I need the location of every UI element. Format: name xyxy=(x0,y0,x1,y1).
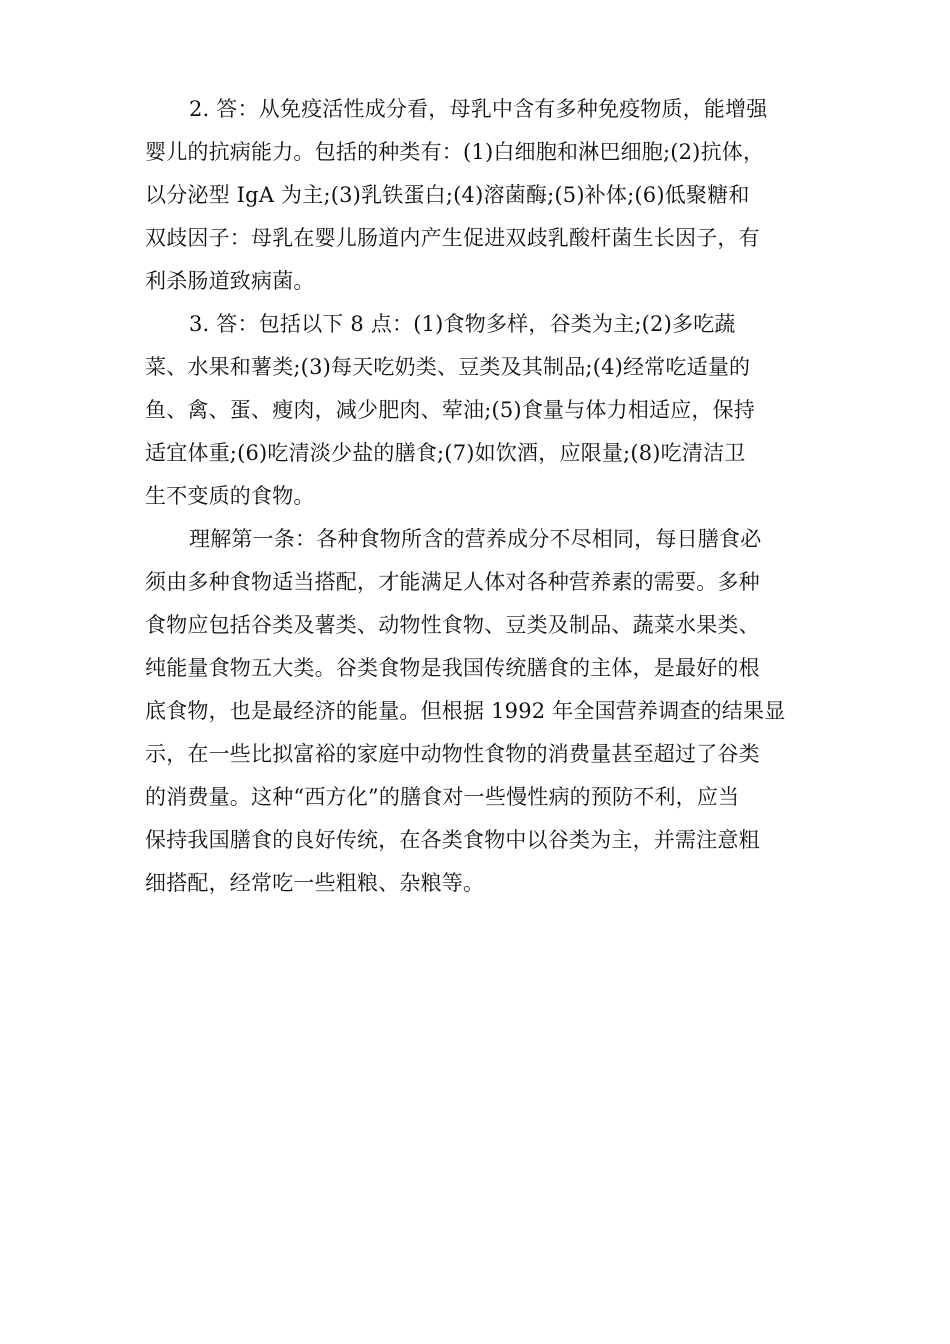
text-line: 纯能量食物五大类。谷类食物是我国传统膳食的主体，是最好的根 xyxy=(145,656,760,680)
text-line: 2. 答：从免疫活性成分看，母乳中含有多种免疫物质，能增强 xyxy=(189,97,768,121)
paragraph-answer-2 xyxy=(145,88,807,303)
text-line: 保持我国膳食的良好传统，在各类食物中以谷类为主，并需注意粗 xyxy=(145,828,760,852)
text-line: 双歧因子：母乳在婴儿肠道内产生促进双歧乳酸杆菌生长因子，有 xyxy=(145,226,760,250)
text-line: 鱼、禽、蛋、瘦肉，减少肥肉、荤油;(5)食量与体力相适应，保持 xyxy=(145,398,756,422)
text-line: 食物应包括谷类及薯类、动物性食物、豆类及制品、蔬菜水果类、 xyxy=(145,613,760,637)
paragraph-understanding-1 xyxy=(145,518,807,905)
text-line: 示，在一些比拟富裕的家庭中动物性食物的消费量甚至超过了谷类 xyxy=(145,742,760,766)
text-line: 利杀肠道致病菌。 xyxy=(145,269,315,293)
text-line: 婴儿的抗病能力。包括的种类有：(1)白细胞和淋巴细胞;(2)抗体， xyxy=(145,140,765,164)
text-line: 须由多种食物适当搭配，才能满足人体对各种营养素的需要。多种 xyxy=(145,570,760,594)
text-line: 3. 答：包括以下 8 点：(1)食物多样，谷类为主;(2)多吃蔬 xyxy=(189,312,736,336)
text-line: 的消费量。这种“西方化”的膳食对一些慢性病的预防不利，应当 xyxy=(145,785,740,809)
text-line: 菜、水果和薯类;(3)每天吃奶类、豆类及其制品;(4)经常吃适量的 xyxy=(145,355,751,379)
document-page xyxy=(145,88,807,905)
text-line: 生不变质的食物。 xyxy=(145,484,315,508)
text-line: 底食物，也是最经济的能量。但根据 1992 年全国营养调查的结果显 xyxy=(145,699,786,723)
text-line: 理解第一条：各种食物所含的营养成分不尽相同，每日膳食必 xyxy=(189,527,762,551)
paragraph-answer-3 xyxy=(145,303,807,518)
text-line: 适宜体重;(6)吃清淡少盐的膳食;(7)如饮酒，应限量;(8)吃清洁卫 xyxy=(145,441,746,465)
text-line: 以分泌型 IgA 为主;(3)乳铁蛋白;(4)溶菌酶;(5)补体;(6)低聚糖和 xyxy=(145,183,750,207)
text-line: 细搭配，经常吃一些粗粮、杂粮等。 xyxy=(145,871,485,895)
